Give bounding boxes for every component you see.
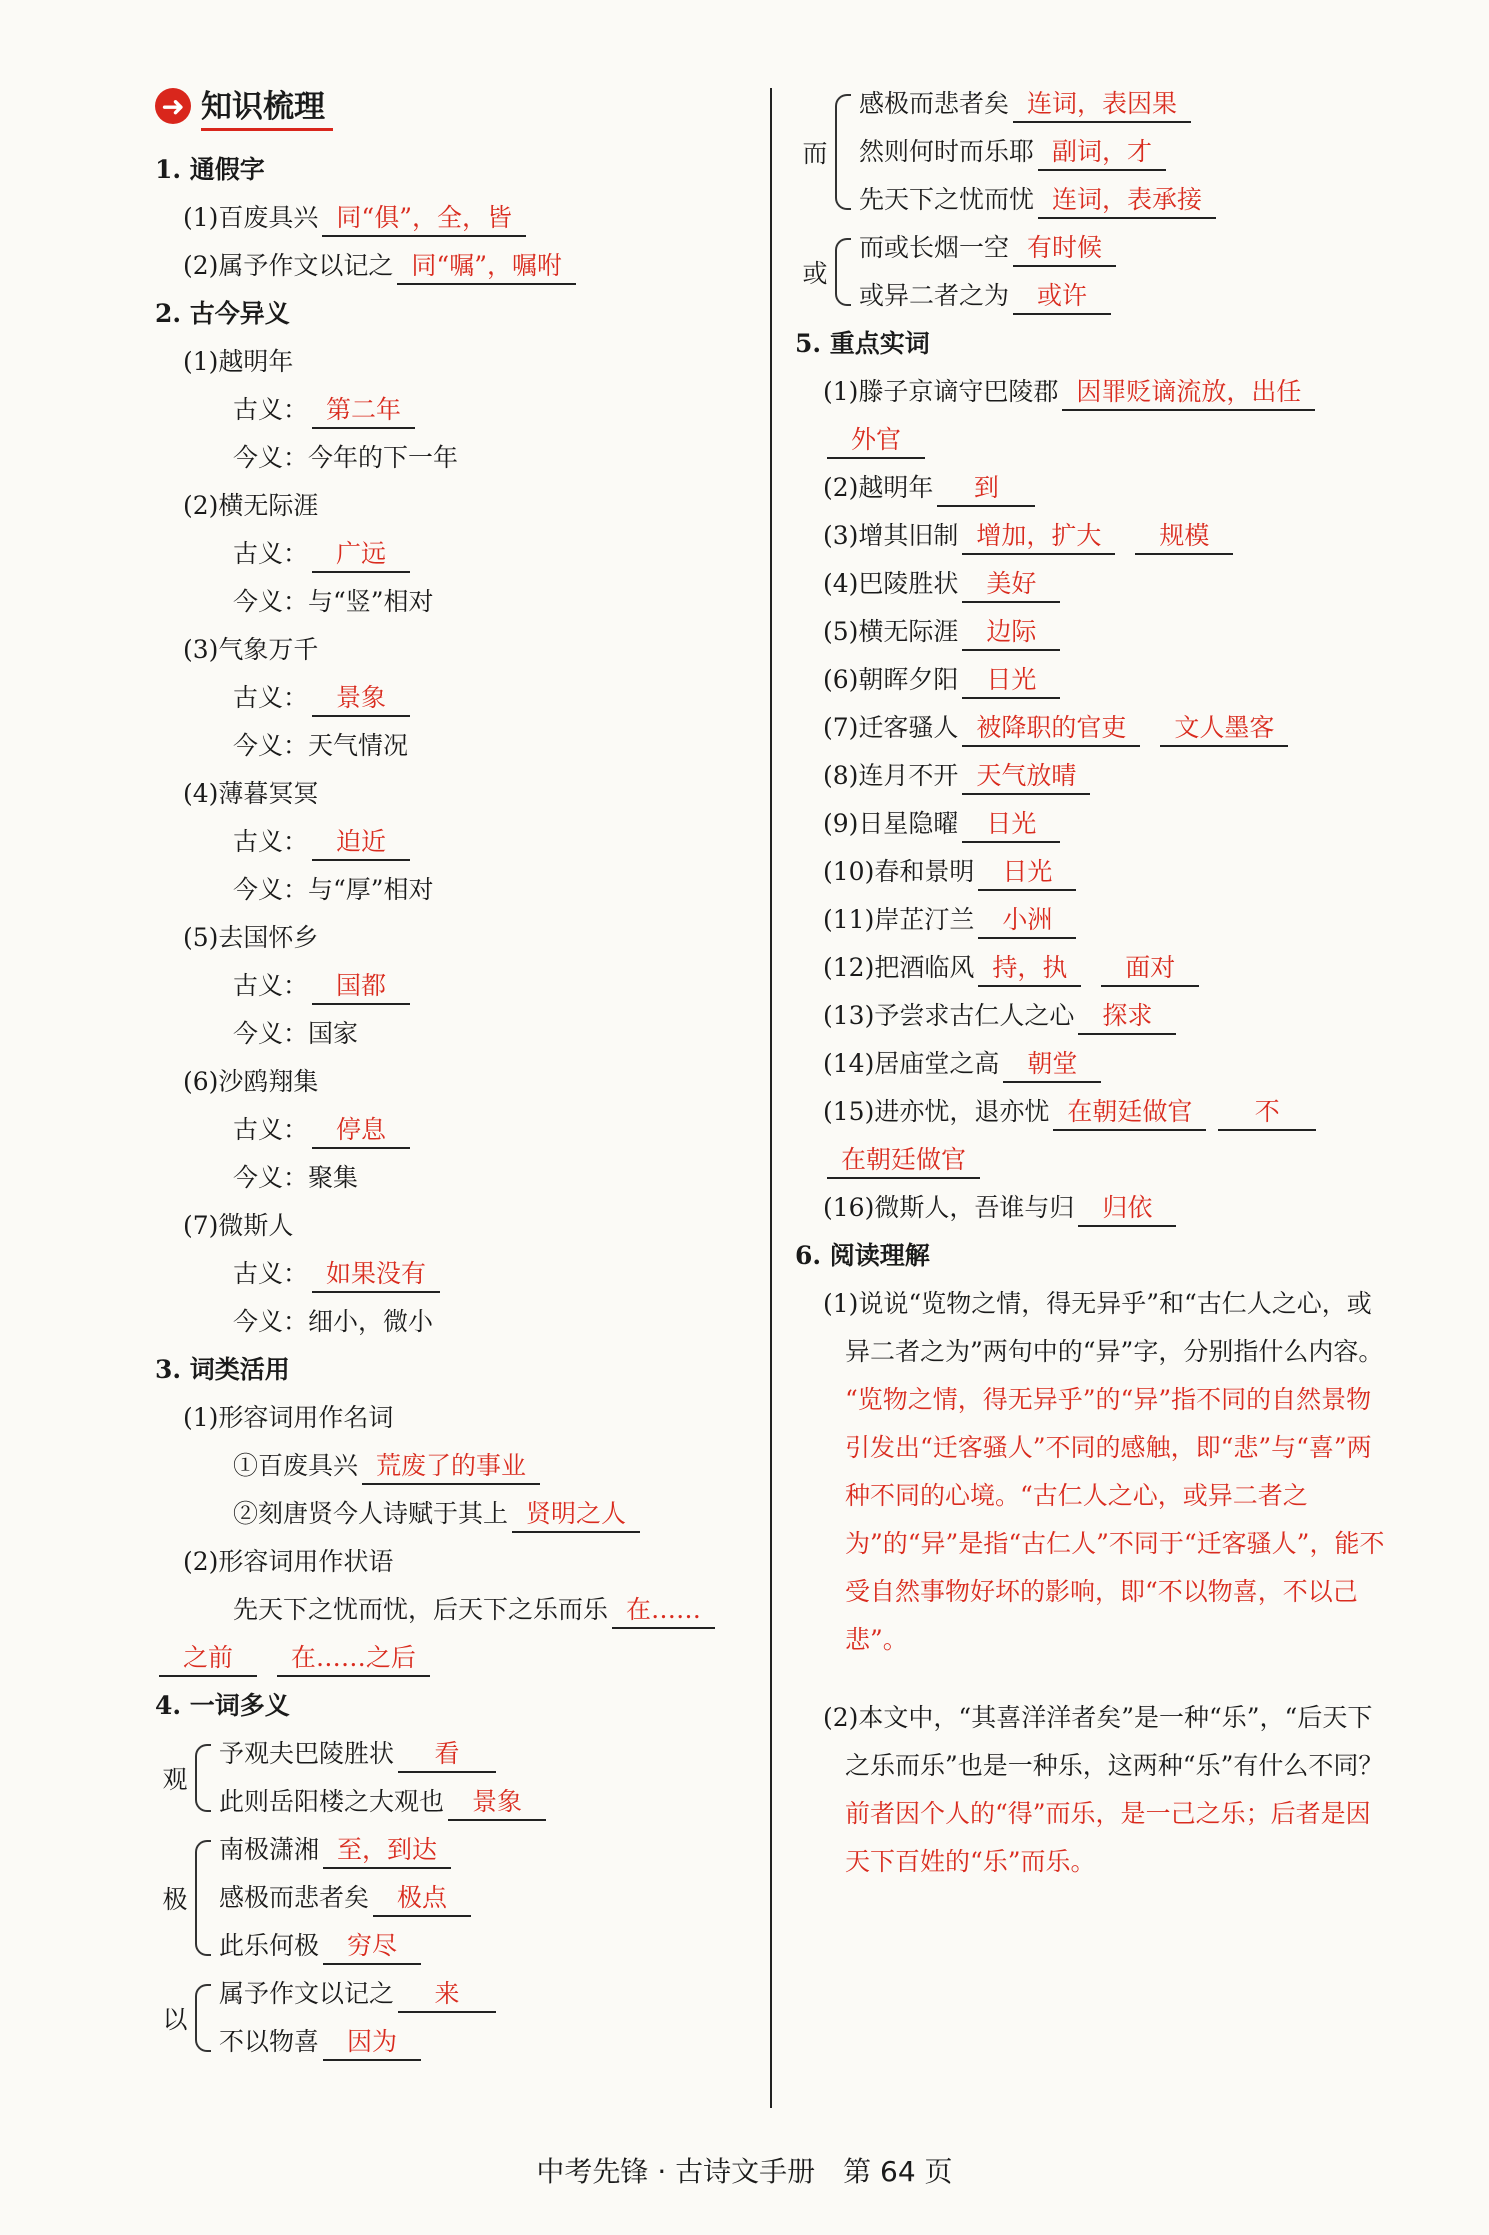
answer: 天气放晴 (962, 759, 1090, 795)
question: (14)居庙堂之高 (823, 1049, 1000, 1078)
item (859, 80, 1216, 128)
answer: 看 (398, 1737, 496, 1773)
answer: 来 (398, 1977, 496, 2013)
answer: 有时候 (1013, 231, 1116, 267)
term: (4)薄暮冥冥 (183, 779, 319, 808)
question: 感极而悲者矣 (219, 1883, 370, 1912)
answer: 极点 (373, 1881, 471, 1917)
question: 属予作文以记之 (219, 1979, 395, 2008)
word-group (155, 1970, 755, 2066)
question: (6)朝晖夕阳 (823, 665, 959, 694)
ancient-label: 古义： (233, 539, 309, 568)
item (795, 464, 1395, 512)
ancient-label: 古义： (233, 827, 309, 856)
answer: 文人墨客 (1160, 711, 1288, 747)
group-key: 观 (162, 1765, 188, 1794)
item (795, 896, 1395, 944)
arrow-right-icon: ➜ (155, 88, 191, 124)
item: (1)滕子京谪守巴陵郡 因罪贬谪流放，出任 (795, 368, 1395, 416)
question: (4)巴陵胜状 (823, 569, 959, 598)
word-group (155, 1730, 755, 1826)
item (859, 224, 1116, 272)
answer: 同“嘱”，嘱咐 (397, 249, 576, 285)
answer: 连词，表因果 (1013, 87, 1191, 123)
modern-meaning: 今义：与“厚”相对 (233, 875, 434, 904)
term: (2)横无际涯 (183, 491, 319, 520)
section-title: 1. 通假字 (155, 155, 265, 184)
answer: 国都 (312, 969, 410, 1005)
answer: 面对 (1101, 951, 1199, 987)
item (859, 272, 1116, 320)
answer: 在…… (612, 1593, 715, 1629)
answer: 贤明之人 (512, 1497, 640, 1533)
answer: “览物之情，得无异乎”的“异”指不同的自然景物引发出“迁客骚人”不同的感触，即“悲”与“喜”两种不同的心境。“古仁人之心，或异二者之为”的“异”是指“古仁人”不同于“迁客骚人”，能不受自然事物好坏的影响，即“不以物喜，不以己悲”。 (845, 1385, 1385, 1654)
question: 不以物喜 (219, 2027, 320, 2056)
item (795, 704, 1395, 752)
item (795, 992, 1395, 1040)
answer: 前者因个人的“得”而乐，是一己之乐；后者是因天下百姓的“乐”而乐。 (845, 1799, 1371, 1876)
question: (8)连月不开 (823, 761, 959, 790)
answer: 荒废了的事业 (362, 1449, 540, 1485)
word-group (795, 224, 1395, 320)
question: 此乐何极 (219, 1931, 320, 1960)
section-title: 2. 古今异义 (155, 299, 290, 328)
ancient-label: 古义： (233, 683, 309, 712)
answer: 归依 (1078, 1191, 1176, 1227)
section-header (155, 80, 755, 132)
answer: 穷尽 (323, 1929, 421, 1965)
word-group (155, 1826, 755, 1970)
question: (13)予尝求古仁人之心 (823, 1001, 1075, 1030)
term: (3)气象万千 (183, 635, 319, 664)
answer: 如果没有 (312, 1257, 440, 1293)
item: (16)微斯人，吾谁与归 归依 (795, 1184, 1395, 1232)
group-items (859, 224, 1116, 320)
question: 先天下之忧而忧 (859, 185, 1035, 214)
answer: 增加，扩大 (962, 519, 1115, 555)
modern-meaning: 今义：与“竖”相对 (233, 587, 434, 616)
section-title: 5. 重点实词 (795, 329, 930, 358)
answer: 被降职的官吏 (962, 711, 1140, 747)
term: (1)越明年 (183, 347, 294, 376)
item (219, 2018, 496, 2066)
item (219, 1826, 471, 1874)
question: (12)把酒临风 (823, 953, 975, 982)
group-items (219, 1826, 471, 1970)
item (219, 1730, 546, 1778)
question: (3)增其旧制 (823, 521, 959, 550)
modern-meaning: 今义：天气情况 (233, 731, 409, 760)
item: (1)百废具兴 同“俱”，全，皆 (155, 194, 755, 242)
modern-meaning: 今义：国家 (233, 1019, 359, 1048)
question: (2)越明年 (823, 473, 934, 502)
ancient-meaning (155, 674, 755, 722)
answer: 同“俱”，全，皆 (322, 201, 526, 237)
item (219, 1970, 496, 2018)
ancient-meaning (155, 962, 755, 1010)
question: 感极而悲者矣 (859, 89, 1010, 118)
answer: 小洲 (978, 903, 1076, 939)
answer: 日光 (962, 663, 1060, 699)
term: (5)去国怀乡 (183, 923, 319, 952)
question: 而或长烟一空 (859, 233, 1010, 262)
question: (9)日星隐曜 (823, 809, 959, 838)
item: (15)进亦忧，退亦忧 在朝廷做官 不 (795, 1088, 1395, 1136)
item (795, 800, 1395, 848)
answer: 日光 (962, 807, 1060, 843)
item (795, 752, 1395, 800)
question: (10)春和景明 (823, 857, 975, 886)
answer: 广远 (312, 537, 410, 573)
item: 先天下之忧而忧，后天下之乐而乐 在…… (155, 1586, 755, 1634)
answer: 之前 (159, 1641, 257, 1677)
group-key: 以 (162, 2005, 188, 2034)
section-title: 3. 词类活用 (155, 1355, 290, 1384)
answer: 朝堂 (1003, 1047, 1101, 1083)
item (219, 1778, 546, 1826)
left-column (155, 80, 755, 2066)
term: (6)沙鸥翔集 (183, 1067, 319, 1096)
answer: 迫近 (312, 825, 410, 861)
ancient-meaning (155, 386, 755, 434)
question: 然则何时而乐耶 (859, 137, 1035, 166)
item (795, 944, 1395, 992)
answer: 在……之后 (277, 1641, 430, 1677)
section-title: 6. 阅读理解 (795, 1241, 930, 1270)
question: (2)本文中，“其喜洋洋者矣”是一种“乐”，“后天下之乐而乐”也是一种乐，这两种“乐”有什么不同？ (823, 1703, 1384, 1780)
answer: 至，到达 (323, 1833, 451, 1869)
item (795, 656, 1395, 704)
item (795, 1040, 1395, 1088)
question: (11)岸芷汀兰 (823, 905, 975, 934)
brace (195, 1744, 211, 1812)
answer: 在朝廷做官 (1053, 1095, 1206, 1131)
sub-title: (2)形容词用作状语 (183, 1547, 394, 1576)
question: 或异二者之为 (859, 281, 1010, 310)
column-divider (770, 88, 772, 2108)
item (795, 608, 1395, 656)
section-title: 4. 一词多义 (155, 1691, 290, 1720)
item: ①百废具兴 荒废了的事业 (155, 1442, 755, 1490)
item (219, 1874, 471, 1922)
ancient-meaning (155, 1106, 755, 1154)
ancient-label: 古义： (233, 971, 309, 1000)
item (795, 560, 1395, 608)
group-key: 而 (802, 139, 828, 168)
answer: 第二年 (312, 393, 415, 429)
term: (7)微斯人 (183, 1211, 294, 1240)
answer: 因罪贬谪流放，出任 (1062, 375, 1315, 411)
answer: 不 (1218, 1095, 1316, 1131)
ancient-label: 古义： (233, 395, 309, 424)
right-column (795, 80, 1395, 1886)
group-key: 极 (162, 1885, 188, 1914)
modern-meaning: 今义：聚集 (233, 1163, 359, 1192)
question: 此则岳阳楼之大观也 (219, 1787, 445, 1816)
question: (1)说说“览物之情，得无异乎”和“古仁人之心，或异二者之为”两句中的“异”字，分别指什么内容。 (823, 1289, 1384, 1366)
sub-title: (1)形容词用作名词 (183, 1403, 394, 1432)
answer: 美好 (962, 567, 1060, 603)
page-footer: 中考先锋 · 古诗文手册 第 64 页 (536, 2155, 953, 2188)
group-items (219, 1970, 496, 2066)
brace (835, 238, 851, 306)
answer: 景象 (312, 681, 410, 717)
answer: 外官 (827, 423, 925, 459)
answer: 持，执 (978, 951, 1081, 987)
answer: 副词，才 (1038, 135, 1166, 171)
brace (195, 1840, 211, 1956)
brace (195, 1984, 211, 2052)
ancient-meaning (155, 1250, 755, 1298)
answer: 或许 (1013, 279, 1111, 315)
ancient-label: 古义： (233, 1115, 309, 1144)
answer: 规模 (1135, 519, 1233, 555)
item (859, 176, 1216, 224)
question: (7)迁客骚人 (823, 713, 959, 742)
item (859, 128, 1216, 176)
word-group (795, 80, 1395, 224)
answer: 边际 (962, 615, 1060, 651)
modern-meaning: 今义：今年的下一年 (233, 443, 459, 472)
group-items (859, 80, 1216, 224)
item (795, 848, 1395, 896)
item (795, 1136, 1395, 1184)
answer: 到 (937, 471, 1035, 507)
ancient-meaning (155, 530, 755, 578)
answer: 停息 (312, 1113, 410, 1149)
page-title: 知识梳理 (201, 81, 333, 131)
item (795, 512, 1395, 560)
group-items (219, 1730, 546, 1826)
answer: 在朝廷做官 (827, 1143, 980, 1179)
answer: 探求 (1078, 999, 1176, 1035)
question: (5)横无际涯 (823, 617, 959, 646)
item: ②刻唐贤今人诗赋于其上 贤明之人 (155, 1490, 755, 1538)
answer: 连词，表承接 (1038, 183, 1216, 219)
answer: 景象 (448, 1785, 546, 1821)
item: (2)属予作文以记之 同“嘱”，嘱咐 (155, 242, 755, 290)
ancient-label: 古义： (233, 1259, 309, 1288)
brace (835, 94, 851, 210)
item (155, 1634, 755, 1682)
question: 南极潇湘 (219, 1835, 320, 1864)
question: 予观夫巴陵胜状 (219, 1739, 395, 1768)
group-key: 或 (802, 259, 828, 288)
item (219, 1922, 471, 1970)
modern-meaning: 今义：细小，微小 (233, 1307, 434, 1336)
ancient-meaning (155, 818, 755, 866)
answer: 因为 (323, 2025, 421, 2061)
answer: 日光 (978, 855, 1076, 891)
item (795, 416, 1395, 464)
